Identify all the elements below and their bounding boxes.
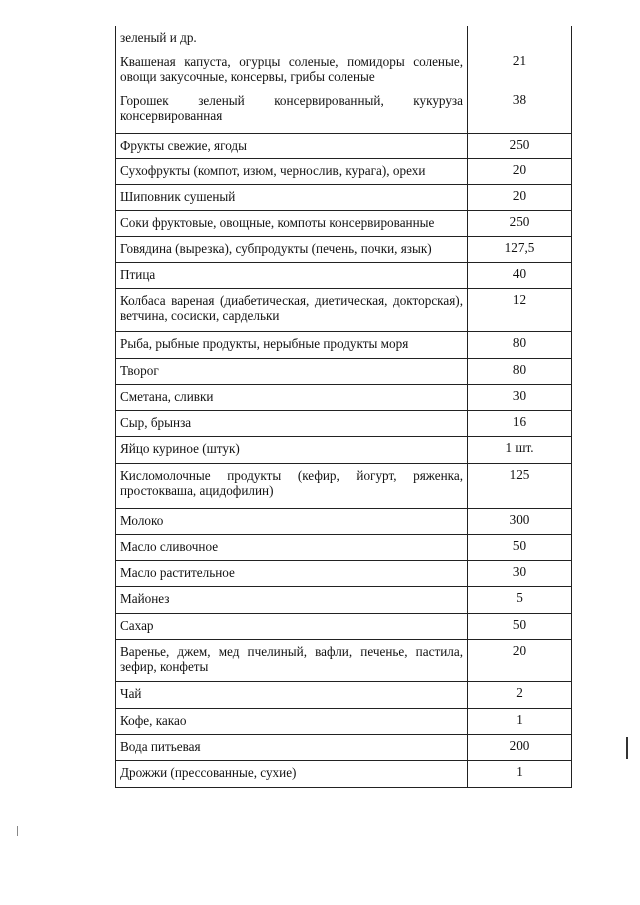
quantity-cell: 50: [468, 613, 572, 639]
table-row: [116, 681, 572, 708]
product-name-cell: Кисломолочные продукты (кефир, йогурт, ряженка, простокваша, ацидофилин): [116, 463, 468, 508]
quantity-cell: 1: [468, 708, 572, 734]
product-name-cell: Кофе, какао: [116, 708, 468, 734]
product-name-cell: Чай: [116, 681, 468, 708]
quantity-cell: 125: [468, 463, 572, 508]
table-row: [116, 89, 572, 133]
product-name-cell: Яйцо куриное (штук): [116, 436, 468, 463]
product-name-cell: Шиповник сушеный: [116, 184, 468, 210]
table-row: [116, 184, 572, 210]
quantity-cell: [468, 26, 572, 50]
quantity-cell: 40: [468, 262, 572, 288]
table-row: [116, 133, 572, 158]
product-name-cell: Молоко: [116, 508, 468, 534]
quantity-cell: 20: [468, 639, 572, 681]
table-row: [116, 288, 572, 331]
table-row: [116, 613, 572, 639]
product-name-cell: Соки фруктовые, овощные, компоты консервированные: [116, 210, 468, 236]
quantity-cell: 16: [468, 410, 572, 436]
scan-mark: [626, 737, 628, 759]
table-row: [116, 708, 572, 734]
product-name-cell: Колбаса вареная (диабетическая, диетическая, докторская), ветчина, сосиски, сардельки: [116, 288, 468, 331]
product-name-cell: Рыба, рыбные продукты, нерыбные продукты моря: [116, 331, 468, 358]
scan-mark: [17, 826, 18, 836]
product-name-cell: Дрожжи (прессованные, сухие): [116, 760, 468, 787]
table-row: [116, 210, 572, 236]
table-row: [116, 760, 572, 787]
product-name-cell: Масло сливочное: [116, 534, 468, 560]
table-row: [116, 384, 572, 410]
quantity-cell: 38: [468, 89, 572, 133]
table-row: [116, 734, 572, 760]
quantity-cell: 127,5: [468, 236, 572, 262]
table-row: [116, 50, 572, 89]
food-norms-table: [115, 26, 572, 788]
quantity-cell: 20: [468, 184, 572, 210]
quantity-cell: 300: [468, 508, 572, 534]
quantity-cell: 30: [468, 560, 572, 586]
table-row: [116, 358, 572, 384]
product-name-cell: Квашеная капуста, огурцы соленые, помидоры соленые, овощи закусочные, консервы, грибы соленые: [116, 50, 468, 89]
table-row: [116, 436, 572, 463]
quantity-cell: 5: [468, 586, 572, 613]
quantity-cell: 20: [468, 158, 572, 184]
product-name-cell: Варенье, джем, мед пчелиный, вафли, печенье, пастила, зефир, конфеты: [116, 639, 468, 681]
table-row: [116, 463, 572, 508]
table-row: [116, 508, 572, 534]
product-name-cell: зеленый и др.: [116, 26, 468, 50]
table-row: [116, 331, 572, 358]
product-name-cell: Майонез: [116, 586, 468, 613]
table-row: [116, 262, 572, 288]
product-name-cell: Фрукты свежие, ягоды: [116, 133, 468, 158]
quantity-cell: 1: [468, 760, 572, 787]
product-name-cell: Вода питьевая: [116, 734, 468, 760]
quantity-cell: 80: [468, 358, 572, 384]
product-name-cell: Горошек зеленый консервированный, кукуруза консервированная: [116, 89, 468, 133]
product-name-cell: Говядина (вырезка), субпродукты (печень, почки, язык): [116, 236, 468, 262]
table-row: [116, 410, 572, 436]
table-row: [116, 639, 572, 681]
quantity-cell: 21: [468, 50, 572, 89]
product-name-cell: Сухофрукты (компот, изюм, чернослив, курага), орехи: [116, 158, 468, 184]
quantity-cell: 250: [468, 210, 572, 236]
product-name-cell: Сахар: [116, 613, 468, 639]
quantity-cell: 12: [468, 288, 572, 331]
quantity-cell: 200: [468, 734, 572, 760]
quantity-cell: 250: [468, 133, 572, 158]
table-row: [116, 26, 572, 50]
table-row: [116, 158, 572, 184]
product-name-cell: Птица: [116, 262, 468, 288]
quantity-cell: 30: [468, 384, 572, 410]
table-row: [116, 560, 572, 586]
product-name-cell: Сыр, брынза: [116, 410, 468, 436]
product-name-cell: Творог: [116, 358, 468, 384]
table-row: [116, 534, 572, 560]
quantity-cell: 80: [468, 331, 572, 358]
table-row: [116, 586, 572, 613]
quantity-cell: 2: [468, 681, 572, 708]
product-name-cell: Сметана, сливки: [116, 384, 468, 410]
table-row: [116, 236, 572, 262]
quantity-cell: 1 шт.: [468, 436, 572, 463]
quantity-cell: 50: [468, 534, 572, 560]
product-name-cell: Масло растительное: [116, 560, 468, 586]
